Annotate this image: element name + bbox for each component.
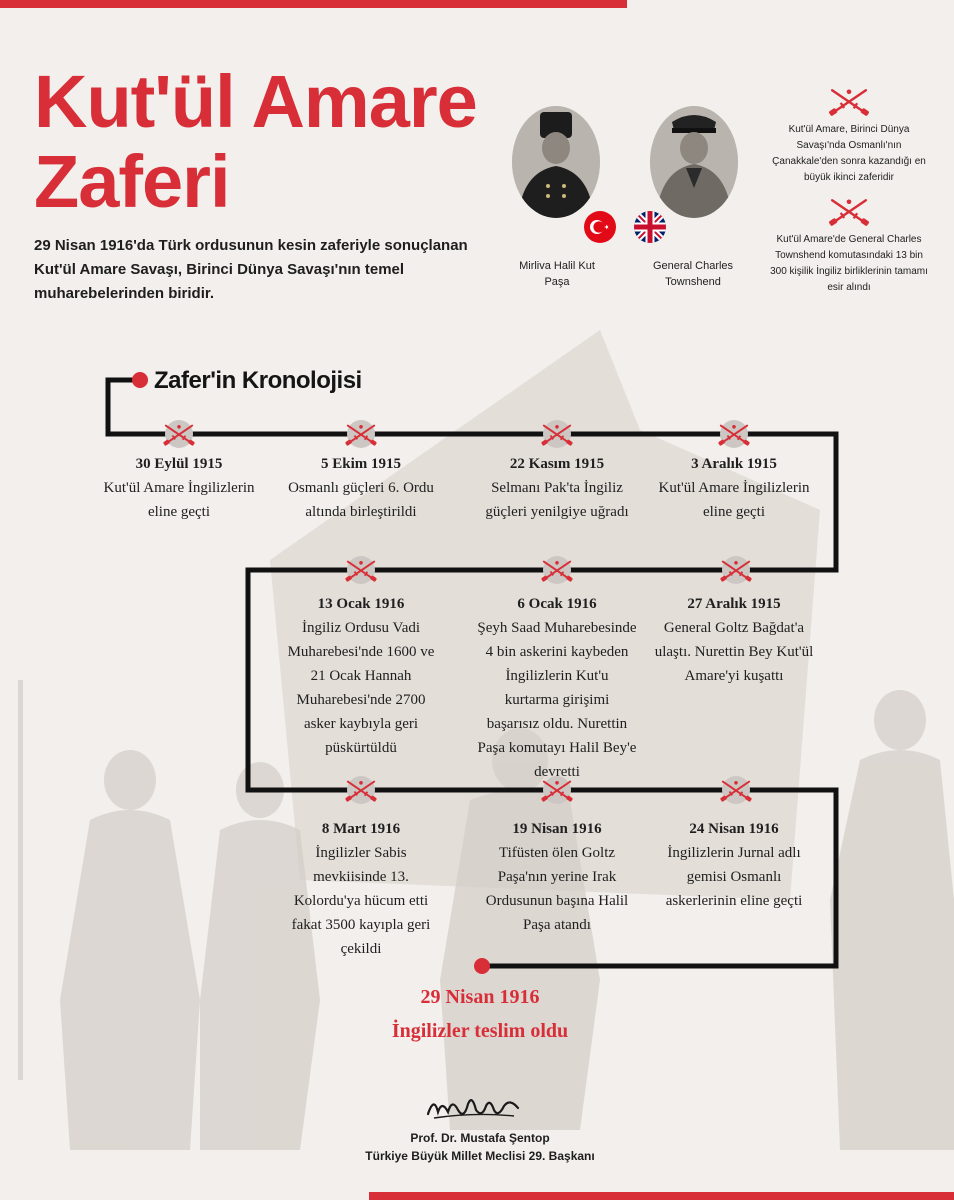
timeline-node-icon [342,420,380,448]
timeline-node-icon [538,420,576,448]
event-text: Kut'ül Amare İngilizlerin eline geçti [103,480,255,520]
signature-name: Prof. Dr. Mustafa Şentop [410,1131,550,1145]
timeline-start-dot [132,372,148,388]
event-text: İngilizler Sabis mevkiisinde 13. Kolordu'ya hücum etti fakat 3500 kayıpla geri çekildi [291,845,431,957]
event-30-eylul-1915 [99,452,259,524]
timeline-end-dot [474,958,490,974]
timeline-node-icon [342,776,380,804]
chronology-title: Zafer'in Kronolojisi [154,367,362,394]
event-date: 8 Mart 1916 [321,821,401,837]
timeline-node-icon [717,556,755,584]
event-date: 6 Ocak 1916 [517,596,597,612]
halil-pasa-portrait [512,106,600,218]
event-date: 27 Aralık 1915 [687,596,781,612]
timeline-node-icon [160,420,198,448]
event-date: 3 Aralık 1915 [691,456,777,472]
event-date: 5 Ekim 1915 [320,456,401,472]
page-title [34,62,477,222]
event-date: 22 Kasım 1915 [509,456,605,472]
title-line-2: Zaferi [34,140,230,223]
event-13-ocak-1916 [281,592,441,760]
timeline-node-icon [342,556,380,584]
timeline-node-icon [717,776,755,804]
intro-text: 29 Nisan 1916'da Türk ordusunun kesin zaferiyle sonuçlanan Kut'ül Amare Savaşı, Birinci Dünya Savaşı'nın temel muharebelerinden biridir. [34,237,468,302]
crossed-rifles-icon [826,84,872,118]
fact-second-victory: Kut'ül Amare, Birinci Dünya Savaşı'nda Osmanlı'nın Çanakkale'den sonra kazandığı en büyük ikinci zaferidir [772,124,926,183]
event-text: Selmanı Pak'ta İngiliz güçleri yenilgiye uğradı [485,480,629,520]
event-6-ocak-1916 [477,592,637,784]
event-24-nisan-1916 [654,817,814,913]
event-22-kasim-1915 [477,452,637,524]
event-5-ekim-1915 [281,452,441,524]
final-event-text: İngilizler teslim oldu [391,1020,569,1042]
event-date: 30 Eylül 1915 [135,456,223,472]
uk-flag-icon [634,211,666,243]
event-3-aralik-1915 [654,452,814,524]
event-27-aralik-1915 [654,592,814,688]
signature-title: Türkiye Büyük Millet Meclisi 29. Başkanı [365,1149,595,1163]
event-19-nisan-1916 [477,817,637,937]
event-text: Osmanlı güçleri 6. Ordu altında birleştirildi [288,480,434,520]
turkey-flag-icon [584,211,616,243]
fact-prisoners: Kut'ül Amare'de General Charles Townshend komutasındaki 13 bin 300 kişilik İngiliz birliklerinin tamamı esir alındı [770,234,928,293]
event-text: İngiliz Ordusu Vadi Muharebesi'nde 1600 ve 21 Ocak Hannah Muharebesi'nde 2700 asker kaybıyla geri püskürtüldü [287,620,435,756]
event-date: 13 Ocak 1916 [317,596,405,612]
final-event-date: 29 Nisan 1916 [420,986,540,1008]
event-8-mart-1916 [281,817,441,961]
timeline-node-icon [538,556,576,584]
townshend-portrait [650,106,738,218]
halil-pasa-caption: Mirliva Halil Kut Paşa [519,260,595,288]
event-text: Tifüsten ölen Goltz Paşa'nın yerine Irak Ordusunun başına Halil Paşa atandı [485,845,629,933]
event-text: Şeyh Saad Muharebesinde 4 bin askerini kaybeden İngilizlerin Kut'u kurtarma girişimi başarısız oldu. Nurettin Paşa komutayı Halil Bey'e devretti [477,620,637,780]
event-text: General Goltz Bağdat'a ulaştı. Nurettin Bey Kut'ül Amare'yi kuşattı [654,620,814,684]
handwritten-signature [424,1090,524,1124]
title-line-1: Kut'ül Amare [34,60,477,143]
event-date: 24 Nisan 1916 [689,821,779,837]
timeline-node-icon [715,420,753,448]
event-text: Kut'ül Amare İngilizlerin eline geçti [658,480,810,520]
event-text: İngilizlerin Jurnal adlı gemisi Osmanlı askerlerinin eline geçti [665,845,803,909]
crossed-rifles-icon [826,194,872,228]
event-date: 19 Nisan 1916 [512,821,602,837]
townshend-caption: General Charles Townshend [652,260,734,288]
